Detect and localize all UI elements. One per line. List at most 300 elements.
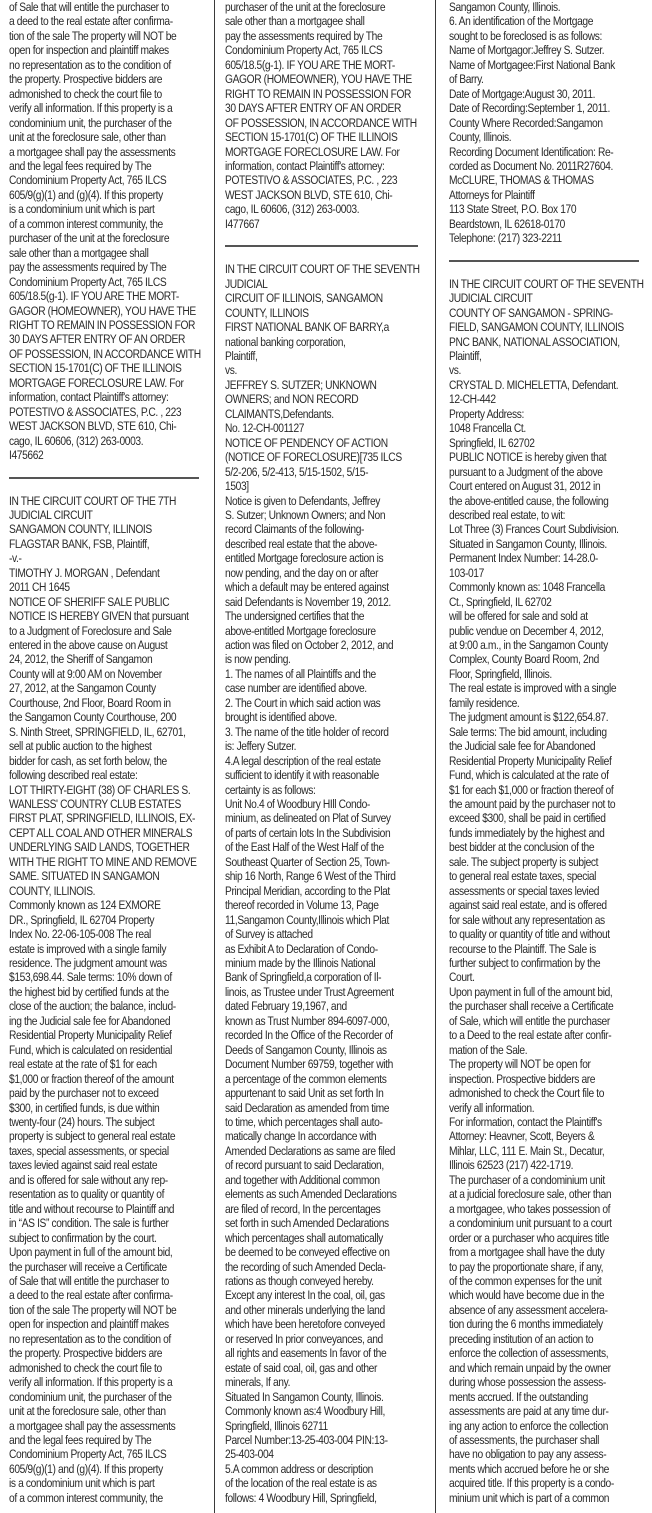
notice-text-line: admonished to check the Court file to [449, 1086, 605, 1101]
notice-text-line: twenty-four (24) hours. The subject [9, 1114, 155, 1129]
notice-text-line: GAGOR (HOMEOWNER), YOU HAVE THE [9, 303, 196, 318]
notice-text-line: national banking corporation, [225, 334, 346, 349]
notice-text-line: sought to be foreclosed is as follows: [449, 28, 602, 43]
column-2 [214, 0, 436, 1513]
notice-text-line: case number are identified above. [225, 681, 367, 696]
notice-text-line: the Sangamon County Courthouse, 200 [9, 710, 177, 725]
notice-text-line: a mortgagee shall pay the assessments [9, 1418, 176, 1433]
notice-text-line: linois, as Trustee under Trust Agreement [225, 984, 394, 999]
notice-text-line: the amount paid by the purchaser not to [449, 797, 616, 812]
notice-text-line: OF POSSESSION, IN ACCORDANCE WITH [225, 115, 417, 130]
notice-text-line: record Claimants of the following- [225, 522, 365, 537]
notice-text-line: be deemed to be conveyed effective on [225, 1245, 390, 1260]
column-1 [0, 0, 214, 1513]
notice-text-line: a percentage of the common elements [225, 1071, 387, 1086]
notice-text-line: described real estate, to wit: [449, 507, 566, 522]
notice-text-line: Floor, Springfield, Illinois. [449, 666, 552, 681]
notice-text-line: the Judicial sale fee for Abandoned [449, 739, 596, 754]
notice-text-line: paid by the purchaser not to exceed [9, 1086, 159, 1101]
notice-text-line: enforce the collection of assessments, [449, 1346, 609, 1361]
notice-text-line: of the East Half of the West Half of the [225, 840, 384, 855]
notice-text-line: 6. An identification of the Mortgage [449, 14, 594, 29]
notice-text-line: ing any action to enforce the collection [449, 1418, 609, 1433]
notice-text-line: information, contact Plaintiff's attorney: [225, 158, 385, 173]
notice-text-line: The undersigned certifies that the [225, 609, 365, 624]
notice-text-line: no representation as to the condition of [9, 57, 171, 72]
notice-text-line: McCLURE, THOMAS & THOMAS [449, 173, 594, 188]
notice-text-line: Residential Property Municipality Relief [449, 753, 612, 768]
notice-text-line: mation of the Sale. [449, 1042, 528, 1057]
notice-text-line: of assessments, the purchaser shall [449, 1432, 600, 1447]
notice-text-line: 3. The name of the title holder of record [225, 724, 389, 739]
notice-text-line: no representation as to the condition of [9, 1331, 171, 1346]
notice-text-line: inspection. Prospective bidders are [449, 1071, 596, 1086]
notice-text-line: Condominium Property Act, 765 ILCS [225, 43, 383, 58]
notice-text-line: recorded In the Office of the Recorder of [225, 1028, 393, 1043]
notice-text-line: to a Deed to the real estate after confir- [449, 1028, 612, 1043]
notice-text-line: subject to confirmation by the court. [9, 1230, 157, 1245]
notice-text-line: Attorney: Heavner, Scott, Beyers & [449, 1129, 595, 1144]
notice-text-line: Situated In Sangamon County, Illinois. [225, 1389, 384, 1404]
notice-text-line: SECTION 15-1701(C) OF THE ILLINOIS [9, 361, 182, 376]
notice-text-line: 5/2-206, 5/2-413, 5/15-1502, 5/15- [225, 464, 369, 479]
notice-text-line: verify all information. If this property is a [9, 101, 173, 116]
notice-pnc-bank-v-micheletta [449, 277, 652, 1506]
notice-text-line: open for inspection and plaintiff makes [9, 43, 169, 58]
notice-text-line: tion of the sale The property will NOT be [9, 1302, 177, 1317]
notice-text-line: CRYSTAL D. MICHELETTA, Defendant. [449, 377, 619, 392]
notice-text-line: 605/9(g)(1) and (g)(4). If this property [9, 1461, 163, 1476]
notice-text-line: are filed of record, In the percentages [225, 1201, 381, 1216]
notice-text-line: cago, IL 60606, (312) 263-0003. [225, 202, 360, 217]
notice-text-line: admonished to check the court file to [9, 1360, 162, 1375]
notice-text-line: NOTICE IS HEREBY GIVEN that pursuant [9, 609, 189, 624]
notice-text-line: CIRCUIT OF ILLINOIS, SANGAMON [225, 291, 383, 306]
notice-text-line: the purchaser will receive a Certificate [9, 1259, 167, 1274]
notice-text-line: which would have become due in the [449, 1288, 605, 1303]
column-3 [436, 0, 652, 1513]
notice-text-line: further subject to confirmation by the [449, 956, 601, 970]
notice-text-line: 5.A common address or description [225, 1461, 373, 1476]
notice-text-line: to time, which percentages shall auto- [225, 1114, 383, 1129]
notice-text-line: order or a purchaser who acquires title [449, 1230, 609, 1245]
notice-text-line: The judgment amount is $122,654.87. [449, 710, 609, 725]
notice-text-line: purchaser of the unit at the foreclosure [225, 0, 386, 14]
notice-text-line: estate is improved with a single family [9, 941, 167, 956]
notice-text-line: of Sale, which will entitle the purchaser [449, 1013, 610, 1028]
notice-text-line: PUBLIC NOTICE is hereby given that [449, 450, 607, 465]
notice-text-line: Mihlar, LLC, 111 E. Main St., Decatur, [449, 1143, 605, 1158]
notice-text-line: sale other than a mortgagee shall [225, 14, 365, 29]
notice-text-line: MORTGAGE FORECLOSURE LAW. For [9, 375, 184, 390]
notice-text-line: real estate at the rate of $1 for each [9, 1057, 157, 1072]
notice-text-line: JEFFREY S. SUTZER; UNKNOWN [225, 377, 377, 392]
notice-text-line: the property. Prospective bidders are [9, 72, 163, 87]
notice-text-line: $153,698.44. Sale terms: 10% down of [9, 970, 172, 985]
notice-text-line: funds immediately by the highest and [449, 825, 605, 840]
notice-text-line: brought is identified above. [225, 710, 337, 725]
notice-text-line: 30 DAYS AFTER ENTRY OF AN ORDER [9, 332, 186, 347]
notice-text-line: Commonly known as: 1048 Francella [449, 580, 605, 595]
notice-text-line: the above-entitled cause, the following [449, 493, 609, 508]
notice-text-line: described real estate that the above- [225, 536, 378, 551]
notice-text-line: known as Trust Number 894-6097-000, [225, 1013, 390, 1028]
notice-text-line: Commonly known as:4 Woodbury Hill, [225, 1404, 385, 1419]
notice-text-line: Date of Mortgage:August 30, 2011. [449, 86, 596, 101]
notice-text-line: County Where Recorded:Sangamon [449, 115, 603, 130]
notice-text-line: is now pending. [225, 652, 291, 667]
notice-text-line: Condominium Property Act, 765 ILCS [9, 274, 167, 289]
notice-text-line: assessments are paid at any time dur- [449, 1404, 609, 1419]
notice-text-line: of the common expenses for the unit [449, 1273, 602, 1288]
notice-text-line: IN THE CIRCUIT COURT OF THE SEVENTH [225, 262, 420, 277]
notice-text-line: 30 DAYS AFTER ENTRY OF AN ORDER [225, 101, 402, 116]
notice-text-line: Sangamon County, Illinois. [449, 0, 561, 14]
notice-text-line: JUDICIAL CIRCUIT [449, 291, 533, 306]
notice-text-line: IN THE CIRCUIT COURT OF THE 7TH [9, 493, 177, 508]
notice-text-line: For information, contact the Plaintiff's [449, 1114, 602, 1129]
notice-text-line: property is subject to general real estate [9, 1129, 176, 1144]
notice-text-line: minium unit which is part of a common [449, 1490, 610, 1505]
notice-text-line: Commonly known as 124 EXMORE [9, 898, 161, 913]
notice-text-line: action was filed on October 2, 2012, and [225, 638, 394, 653]
notice-text-line: sale. The subject property is subject [449, 854, 599, 869]
notice-text-line: at a judicial foreclosure sale, other than [449, 1187, 612, 1202]
notice-text-line: pay the assessments required by The [225, 28, 383, 43]
notice-text-line: OWNERS; and NON RECORD [225, 392, 359, 407]
notice-text-line: dated February 19,1967, and [225, 999, 347, 1014]
notice-text-line: title and without recourse to Plaintiff and [9, 1201, 175, 1216]
notice-text-line: 1. The names of all Plaintiffs and the [225, 666, 376, 681]
notice-text-line: tion of the sale The property will NOT be [9, 28, 177, 43]
notice-text-line: POTESTIVO & ASSOCIATES, P.C. , 223 [9, 404, 182, 419]
notice-text-line: RIGHT TO REMAIN IN POSSESSION FOR [9, 317, 196, 332]
notice-text-line: said Defendants is November 19, 2012. [225, 594, 391, 609]
notice-text-line: thereof recorded in Volume 13, Page [225, 898, 379, 913]
notice-text-line: and is offered for sale without any rep- [9, 1172, 168, 1187]
notice-text-line: condominium unit, the purchaser of the [9, 115, 172, 130]
notice-text-line: RIGHT TO REMAIN IN POSSESSION FOR [225, 86, 412, 101]
notice-text-line: residence. The judgment amount was [9, 956, 167, 970]
notice-text-line: matically change In accordance with [225, 1129, 377, 1144]
notice-text-line: assessments or special taxes levied [449, 883, 600, 898]
notice-text-line: Attorneys for Plaintiff [449, 187, 535, 202]
notice-text-line: FLAGSTAR BANK, FSB, Plaintiff, [9, 536, 150, 551]
notice-text-line: 1503] [225, 479, 249, 494]
notice-text-line: SANGAMON COUNTY, ILLINOIS [9, 522, 152, 537]
notice-text-line: Parcel Number:13-25-403-004 PIN:13- [225, 1432, 388, 1447]
notice-text-line: all rights and easements In favor of the [225, 1346, 387, 1361]
notice-text-line: said Declaration as amended from time [225, 1100, 390, 1115]
notice-text-line: FIELD, SANGAMON COUNTY, ILLINOIS [449, 320, 624, 335]
notice-text-line: WITH THE RIGHT TO MINE AND REMOVE [9, 854, 197, 869]
notice-text-line: Fund, which is calculated on residential [9, 1042, 172, 1057]
notice-text-line: FIRST PLAT, SPRINGFIELD, ILLINOIS, EX- [9, 811, 196, 826]
notice-text-line: corded as Document No. 2011R27604. [449, 158, 613, 173]
notice-separator [225, 245, 418, 247]
notice-text-line: the property. Prospective bidders are [9, 1346, 163, 1361]
notice-text-line: as Exhibit A to Declaration of Condo- [225, 941, 378, 956]
notice-text-line: GAGOR (HOMEOWNER), YOU HAVE THE [225, 72, 412, 87]
notice-text-line: Southeast Quarter of Section 25, Town- [225, 854, 390, 869]
notice-text-line: estate of said coal, oil, gas and other [225, 1360, 378, 1375]
notice-text-line: unit at the foreclosure sale, other than [9, 1404, 166, 1419]
notice-text-line: taxes, special assessments, or special [9, 1143, 169, 1158]
notice-text-line: pay the assessments required by The [9, 260, 167, 275]
notice-text-line: Beardstown, IL 62618-0170 [449, 216, 565, 231]
notice-text-line: Notice is given to Defendants, Jeffrey [225, 493, 381, 508]
notice-text-line: $1,000 or fraction thereof of the amount [9, 1071, 174, 1086]
notice-text-line: Springfield, Illinois 62711 [225, 1418, 328, 1433]
notice-text-line: Ct., Springfield, IL 62702 [449, 594, 552, 609]
notice-text-line: and the legal fees required by The [9, 158, 152, 173]
notice-text-line: County will at 9:00 AM on November [9, 666, 162, 681]
notice-text-line: Court. [449, 970, 475, 985]
notice-text-line: 27, 2012, at the Sangamon County [9, 681, 156, 696]
notice-text-line: of Survey is attached [225, 927, 313, 942]
notice-text-line: follows: 4 Woodbury Hill, Springfield, [225, 1490, 377, 1505]
notice-text-line: cago, IL 60606, (312) 263-0003. [9, 433, 144, 448]
notice-text-line: -v.- [9, 551, 22, 566]
notice-text-line: Permanent Index Number: 14-28.0- [449, 551, 598, 566]
notice-text-line: minium made by the Illinois National [225, 956, 376, 970]
notice-text-line: recourse to the Plaintiff. The Sale is [449, 941, 596, 956]
notice-text-line: purchaser of the unit at the foreclosure [9, 231, 170, 246]
notice-text-line: WEST JACKSON BLVD, STE 610, Chi- [9, 419, 177, 434]
notice-text-line: 605/18.5(g-1). IF YOU ARE THE MORT- [225, 57, 395, 72]
notice-text-line: which a default may be entered against [225, 580, 389, 595]
notice-continued-sutzer-mortgage [449, 0, 652, 246]
notice-text-line: 113 State Street, P.O. Box 170 [449, 202, 577, 217]
notice-text-line: a deed to the real estate after confirma- [9, 1288, 173, 1303]
notice-text-line: of Sale that will entitle the purchaser to [9, 1273, 169, 1288]
notice-text-line: absence of any assessment accelera- [449, 1302, 608, 1317]
notice-text-line: of parts of certain lots In the Subdivision [225, 825, 391, 840]
notice-text-line: preceding institution of an action to [449, 1331, 594, 1346]
notice-text-line: minerals, If any. [225, 1375, 291, 1390]
notice-text-line: S. Sutzer; Unknown Owners; and Non [225, 507, 386, 522]
notice-text-line: WEST JACKSON BLVD, STE 610, Chi- [225, 187, 393, 202]
notice-text-line: $1 for each $1,000 or fraction thereof of [449, 782, 614, 797]
notice-text-line: Name of Mortgagor:Jeffrey S. Sutzer. [449, 43, 605, 58]
notice-text-line: will be offered for sale and sold at [449, 609, 588, 624]
notice-text-line: Sale terms: The bid amount, including [449, 724, 607, 739]
notice-text-line: information, contact Plaintiff's attorney: [9, 390, 169, 405]
notice-text-line: 1048 Francella Ct. [449, 421, 526, 436]
notice-text-line: vs. [225, 363, 237, 378]
notice-text-line: MORTGAGE FORECLOSURE LAW. For [225, 144, 400, 159]
notice-text-line: $300, in certified funds, is due within [9, 1100, 160, 1115]
notice-text-line: resentation as to quality or quantity of [9, 1187, 165, 1202]
notice-text-line: open for inspection and plaintiff makes [9, 1317, 169, 1332]
notice-text-line: vs. [449, 363, 461, 378]
notice-text-line: Condominium Property Act, 765 ILCS [9, 173, 167, 188]
notice-text-line: set forth in such Amended Declarations [225, 1216, 389, 1231]
notice-text-line: sale other than a mortgagee shall [9, 245, 149, 260]
notice-text-line: 4.A legal description of the real estate [225, 753, 381, 768]
notice-text-line: family residence. [449, 695, 520, 710]
notice-text-line: Principal Meridian, according to the Plat [225, 883, 390, 898]
notice-text-line: COUNTY, ILLINOIS [225, 305, 309, 320]
notice-text-line: CLAIMANTS,Defendants. [225, 406, 334, 421]
notice-text-line: entered in the above cause on August [9, 638, 168, 653]
notice-text-line: Condominium Property Act, 765 ILCS [9, 1447, 167, 1462]
notice-text-line: Lot Three (3) Frances Court Subdivision. [449, 522, 619, 537]
notice-separator [9, 477, 199, 479]
notice-text-line: 12-CH-442 [449, 392, 496, 407]
notice-text-line: best bidder at the conclusion of the [449, 840, 595, 855]
notice-text-line: bidder for cash, as set forth below, the [9, 753, 167, 768]
notice-text-line: The property will NOT be open for [449, 1057, 591, 1072]
notice-text-line: a mortgagee, who takes possession of [449, 1201, 611, 1216]
notice-flagstar-v-morgan [9, 494, 214, 1506]
notice-text-line: admonished to check the court file to [9, 86, 162, 101]
notice-text-line: unit at the foreclosure sale, other than [9, 130, 166, 145]
notice-text-line: TIMOTHY J. MORGAN , Defendant [9, 565, 160, 580]
notice-text-line: and the legal fees required by The [9, 1432, 152, 1447]
notice-text-line: Illinois 62523 (217) 422-1719. [449, 1158, 574, 1173]
notice-text-line: the highest bid by certified funds at the [9, 984, 169, 999]
notice-text-line: of a common interest community, the [9, 216, 163, 231]
notice-text-line: 605/9(g)(1) and (g)(4). If this property [9, 187, 163, 202]
notice-text-line: a mortgagee shall pay the assessments [9, 144, 176, 159]
notice-text-line: Bank of Springfield,a corporation of Il- [225, 970, 382, 985]
notice-text-line: which have been heretofore conveyed [225, 1317, 385, 1332]
notice-text-line: 11,Sangamon County,Illinois which Plat [225, 912, 389, 927]
notice-text-line: at 9:00 a.m., in the Sangamon County [449, 638, 608, 653]
notice-text-line: 24, 2012, the Sheriff of Sangamon [9, 652, 153, 667]
notice-text-line: Residential Property Municipality Relief [9, 1028, 172, 1043]
notice-text-line: of the location of the real estate is as [225, 1476, 377, 1491]
notice-text-line: Courthouse, 2nd Floor, Board Room in [9, 695, 171, 710]
notice-text-line: PNC BANK, NATIONAL ASSOCIATION, [449, 334, 620, 349]
notice-text-line: Plaintiff, [449, 348, 482, 363]
notice-text-line: NOTICE OF SHERIFF SALE PUBLIC [9, 594, 170, 609]
notice-text-line: for sale without any representation as [449, 912, 605, 927]
notice-text-line: Telephone: (217) 323-2211 [449, 231, 562, 246]
notice-text-line: pursuant to a Judgment of the above [449, 464, 603, 479]
notice-text-line: OF POSSESSION, IN ACCORDANCE WITH [9, 346, 201, 361]
notice-text-line: I477667 [225, 216, 260, 231]
notice-text-line: Index No. 22-06-105-008 The real [9, 927, 151, 942]
notice-text-line: following described real estate: [9, 768, 138, 783]
notice-text-line: (NOTICE OF FORECLOSURE)[735 ILCS [225, 450, 402, 465]
notice-text-line: SECTION 15-1701(C) OF THE ILLINOIS [225, 130, 398, 145]
notice-text-line: elements as such Amended Declarations [225, 1187, 397, 1202]
notice-text-line: certainty is as follows: [225, 782, 316, 797]
notice-text-line: or reserved In prior conveyances, and [225, 1331, 383, 1346]
notice-text-line: acquired title. If this property is a condo- [449, 1476, 614, 1491]
notice-text-line: to quality or quantity of title and without [449, 927, 610, 942]
notice-text-line: and other minerals underlying the land [225, 1302, 385, 1317]
notice-text-line: from a mortgagee shall have the duty [449, 1245, 605, 1260]
notice-text-line: FIRST NATIONAL BANK OF BARRY,a [225, 320, 389, 335]
notice-text-line: to general real estate taxes, special [449, 869, 597, 884]
notice-text-line: Plaintiff, [225, 348, 258, 363]
notice-text-line: tion during the 6 months immediately [449, 1317, 603, 1332]
notice-text-line: Property Address: [449, 406, 524, 421]
notice-text-line: Date of Recording:September 1, 2011. [449, 101, 610, 116]
notice-text-line: exceed $300, shall be paid in certified [449, 811, 606, 826]
notice-text-line: The real estate is improved with a single [449, 681, 617, 696]
notice-text-line: CEPT ALL COAL AND OTHER MINERALS [9, 825, 193, 840]
notice-text-line: SAME. SITUATED IN SANGAMON [9, 869, 160, 884]
notice-text-line: is a condominium unit which is part [9, 202, 155, 217]
notice-text-line: NOTICE OF PENDENCY OF ACTION [225, 435, 388, 450]
notice-text-line: sufficient to identify it with reasonable [225, 768, 379, 783]
notice-text-line: above-entitled Mortgage foreclosure [225, 623, 376, 638]
notice-text-line: Recording Document Identification: Re- [449, 144, 614, 159]
notice-text-line: Complex, County Board Room, 2nd [449, 652, 599, 667]
notice-text-line: The purchaser of a condominium unit [449, 1172, 605, 1187]
notice-text-line: 103-017 [449, 565, 484, 580]
notice-text-line: ship 16 North, Range 6 West of the Third [225, 869, 396, 884]
notice-text-line: against said real estate, and is offered [449, 898, 607, 913]
notice-text-line: to pay the proportionate share, if any, [449, 1259, 604, 1274]
notice-text-line: a condominium unit pursuant to a court [449, 1216, 612, 1231]
notice-first-national-bank-barry-v-sutzer [225, 262, 436, 1505]
notice-text-line: in “AS IS” condition. The sale is further [9, 1216, 169, 1231]
notice-text-line: ments accrued. If the outstanding [449, 1389, 588, 1404]
notice-text-line: JUDICIAL CIRCUIT [9, 507, 93, 522]
notice-text-line: sell at public auction to the highest [9, 739, 152, 754]
notice-text-line: Springfield, IL 62702 [449, 435, 535, 450]
notice-text-line: the purchaser shall receive a Certificate [449, 999, 614, 1014]
notice-text-line: verify all information. If this property is a [9, 1375, 173, 1390]
notice-text-line: of a common interest community, the [9, 1490, 163, 1505]
notice-text-line: taxes levied against said real estate [9, 1158, 158, 1173]
notice-text-line: Upon payment in full of the amount bid, [449, 984, 613, 999]
notice-text-line: POTESTIVO & ASSOCIATES, P.C. , 223 [225, 173, 398, 188]
notice-text-line: COUNTY OF SANGAMON - SPRING- [449, 305, 613, 320]
notice-text-line: appurtenant to said Unit as set forth In [225, 1086, 384, 1101]
notice-text-line: ments which accrued before he or she [449, 1461, 609, 1476]
notice-text-line: 605/18.5(g-1). IF YOU ARE THE MORT- [9, 289, 179, 304]
notice-text-line: 2. The Court in which said action was [225, 695, 381, 710]
notice-continued-potestivo-i477667 [225, 0, 436, 231]
notice-text-line: Amended Declarations as same are filed [225, 1143, 396, 1158]
notice-text-line: Document Number 69759, together with [225, 1057, 393, 1072]
notice-text-line: Name of Mortgagee:First National Bank [449, 57, 615, 72]
notice-text-line: during whose possession the assess- [449, 1375, 606, 1390]
notice-text-line: minium, as delineated on Plat of Survey [225, 811, 391, 826]
notice-text-line: UNDERLYING SAID LANDS, TOGETHER [9, 840, 190, 855]
notice-text-line: Situated in Sangamon County, Illinois. [449, 536, 607, 551]
notice-text-line: rations as though conveyed hereby. [225, 1273, 374, 1288]
notice-text-line: Deeds of Sangamon County, Illinois as [225, 1042, 387, 1057]
notice-text-line: condominium unit, the purchaser of the [9, 1389, 172, 1404]
notice-text-line: COUNTY, ILLINOIS. [9, 883, 96, 898]
notice-text-line: County, Illinois. [449, 130, 512, 145]
notice-text-line: a deed to the real estate after confirma- [9, 14, 173, 29]
notice-text-line: the recording of such Amended Decla- [225, 1259, 386, 1274]
notice-text-line: WANLESS' COUNTRY CLUB ESTATES [9, 797, 181, 812]
notice-text-line: IN THE CIRCUIT COURT OF THE SEVENTH [449, 276, 644, 291]
notice-text-line: of record pursuant to said Declaration, [225, 1158, 384, 1173]
notice-text-line: of Barry. [449, 72, 484, 87]
notice-text-line: DR., Springfield, IL 62704 Property [9, 912, 155, 927]
notice-text-line: to a Judgment of Foreclosure and Sale [9, 623, 172, 638]
notice-text-line: 2011 CH 1645 [9, 580, 70, 595]
notice-text-line: ing the Judicial sale fee for Abandoned [9, 1013, 171, 1028]
notice-text-line: Upon payment in full of the amount bid, [9, 1245, 173, 1260]
notice-text-line: Fund, which is calculated at the rate of [449, 768, 609, 783]
notice-text-line: verify all information. [449, 1100, 535, 1115]
notice-text-line: No. 12-CH-001127 [225, 421, 305, 436]
notice-text-line: is a condominium unit which is part [9, 1476, 155, 1491]
notice-text-line: and together with Additional common [225, 1172, 380, 1187]
notice-text-line: Court entered on August 31, 2012 in [449, 479, 601, 494]
